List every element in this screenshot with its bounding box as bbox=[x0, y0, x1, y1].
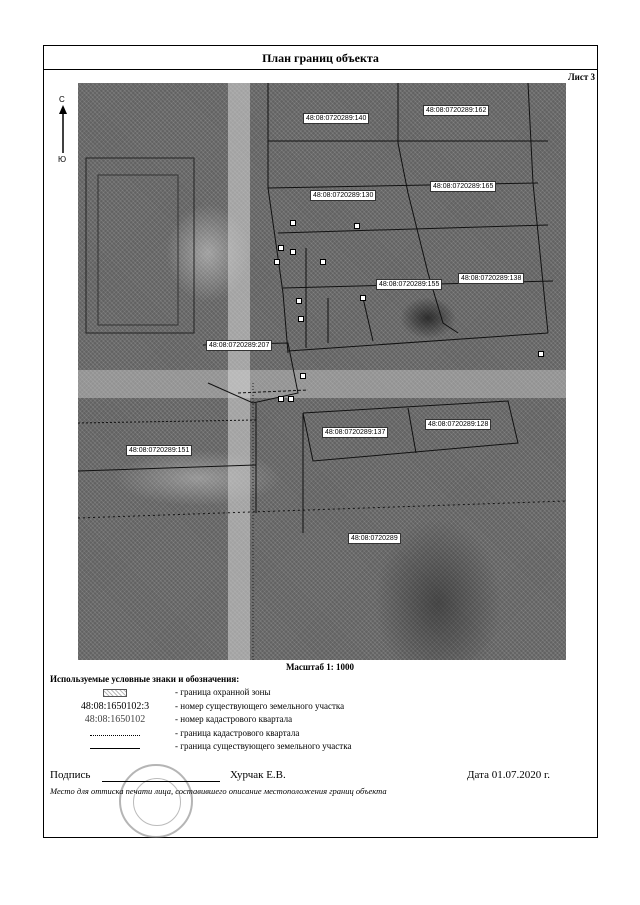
stamp-note: Место для оттиска печати лица, составившего описание местоположения границ объекта bbox=[50, 786, 387, 796]
map-scale: Масштаб 1: 1000 bbox=[285, 662, 355, 672]
boundary-point-marker bbox=[298, 316, 304, 322]
boundary-point-marker bbox=[300, 373, 306, 379]
legend-item bbox=[55, 714, 555, 726]
parcel-label: 48:08:0720289:151 bbox=[126, 445, 192, 456]
signature-row bbox=[50, 769, 550, 785]
sheet-number: Лист 3 bbox=[567, 72, 595, 82]
boundary-point-marker bbox=[354, 223, 360, 229]
boundary-point-marker bbox=[274, 259, 280, 265]
boundary-point-marker bbox=[290, 249, 296, 255]
boundary-point-marker bbox=[538, 351, 544, 357]
legend-desc: - граница существующего земельного участка bbox=[175, 741, 352, 751]
north-arrow-icon bbox=[57, 105, 69, 155]
page-title: План границ объекта bbox=[44, 46, 597, 70]
signature-date: Дата 01.07.2020 г. bbox=[467, 769, 550, 781]
boundary-point-marker bbox=[288, 396, 294, 402]
parcel-label: 48:08:0720289:137 bbox=[322, 427, 388, 438]
boundary-point-marker bbox=[278, 245, 284, 251]
parcel-boundaries bbox=[78, 83, 566, 660]
solid-line-symbol-icon bbox=[90, 748, 140, 749]
signer-name: Хурчак Е.В. bbox=[230, 769, 286, 781]
legend-symbol: 48:08:1650102:3 bbox=[80, 701, 150, 712]
compass-south-label: Ю bbox=[58, 155, 67, 164]
signature-line bbox=[102, 781, 220, 782]
parcel-label: 48:08:0720289:138 bbox=[458, 273, 524, 284]
protection-zone-symbol-icon bbox=[103, 689, 127, 697]
legend-desc: - граница кадастрового квартала bbox=[175, 728, 300, 738]
parcel-label: 48:08:0720289:207 bbox=[206, 340, 272, 351]
boundary-point-marker bbox=[320, 259, 326, 265]
legend-symbol: 48:08:1650102 bbox=[84, 714, 146, 725]
parcel-label: 48:08:0720289 bbox=[348, 533, 401, 544]
legend-desc: - номер существующего земельного участка bbox=[175, 701, 345, 711]
legend-item bbox=[55, 741, 555, 753]
compass-north-label: С bbox=[59, 95, 65, 104]
boundary-point-marker bbox=[360, 295, 366, 301]
parcel-label: 48:08:0720289:165 bbox=[430, 181, 496, 192]
parcel-label: 48:08:0720289:140 bbox=[303, 113, 369, 124]
legend-item bbox=[55, 701, 555, 713]
boundary-point-marker bbox=[290, 220, 296, 226]
aerial-map bbox=[78, 83, 566, 660]
parcel-label: 48:08:0720289:162 bbox=[423, 105, 489, 116]
parcel-label: 48:08:0720289:155 bbox=[376, 279, 442, 290]
legend-title: Используемые условные знаки и обозначения: bbox=[50, 674, 240, 684]
boundary-point-marker bbox=[296, 298, 302, 304]
boundary-point-marker bbox=[278, 396, 284, 402]
legend-desc: - граница охранной зоны bbox=[175, 687, 271, 697]
dotted-line-symbol-icon bbox=[90, 735, 140, 736]
compass bbox=[55, 95, 71, 170]
legend-item bbox=[55, 687, 555, 699]
signature-label: Подпись bbox=[50, 769, 91, 781]
parcel-label: 48:08:0720289:128 bbox=[425, 419, 491, 430]
legend-item bbox=[55, 728, 555, 740]
legend-desc: - номер кадастрового квартала bbox=[175, 714, 293, 724]
parcel-label: 48:08:0720289:130 bbox=[310, 190, 376, 201]
